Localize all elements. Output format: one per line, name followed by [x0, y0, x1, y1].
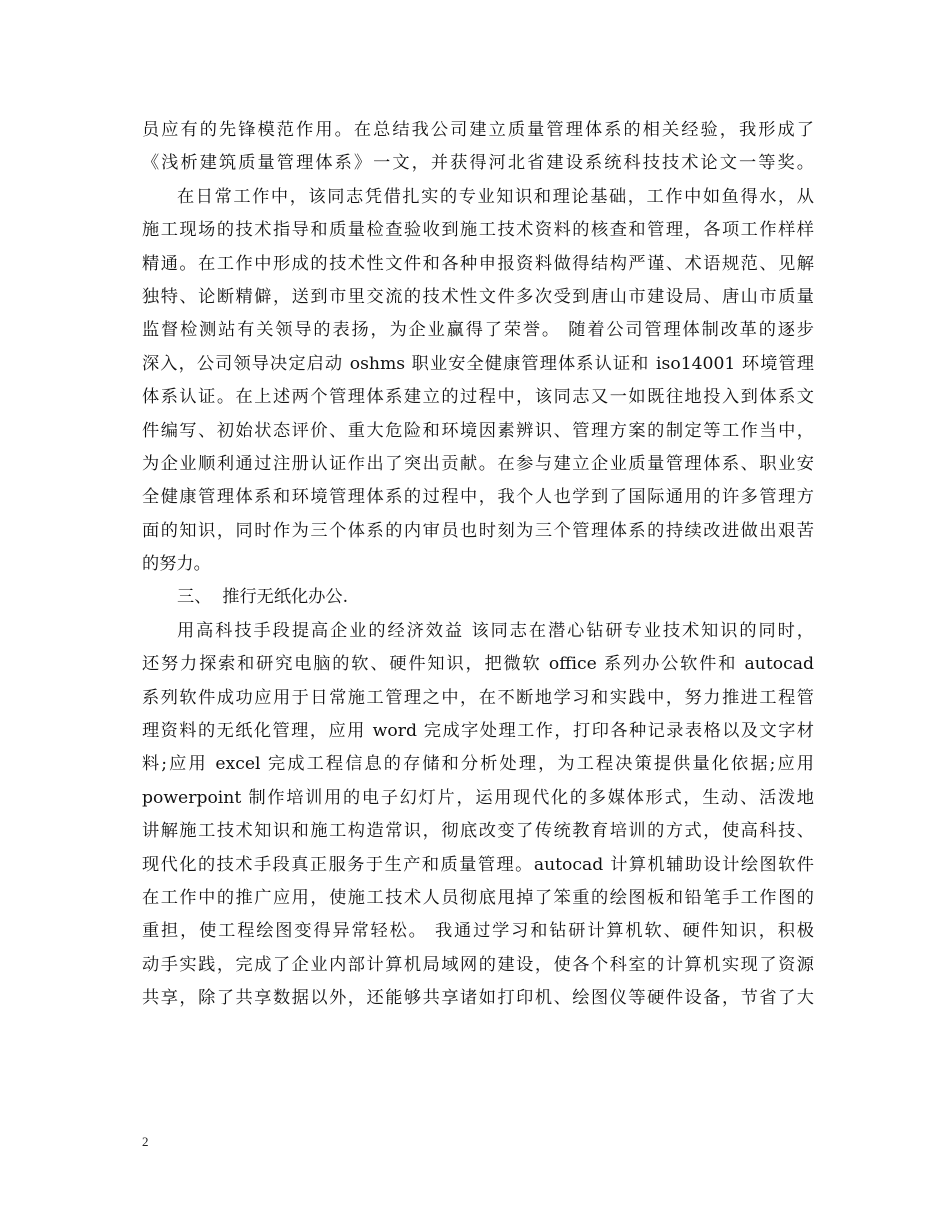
text-line: 全健康管理体系和环境管理体系的过程中，我个人也学到了国际通用的许多管理方 — [142, 487, 814, 508]
text-line: 件编写、初始状态评价、重大危险和环境因素辨识、管理方案的制定等工作当中， — [142, 420, 814, 441]
page-number: 2 — [142, 1134, 149, 1149]
text-line: powerpoint 制作培训用的电子幻灯片，运用现代化的多媒体形式，生动、活泼地 — [142, 787, 814, 808]
text-line: 在工作中的推广应用，使施工技术人员彻底甩掉了笨重的绘图板和铅笔手工作图的 — [142, 887, 814, 908]
text-line: 体系认证。在上述两个管理体系建立的过程中，该同志又一如既往地投入到体系文 — [142, 387, 814, 408]
text-line: 《浅析建筑质量管理体系》一文，并获得河北省建设系统科技技术论文一等奖。 — [142, 153, 814, 174]
body-text — [142, 114, 814, 1016]
text-line: 三、 推行无纸化办公. — [177, 587, 349, 608]
text-line: 精通。在工作中形成的技术性文件和各种申报资料做得结构严谨、术语规范、见解 — [142, 253, 814, 274]
text-line: 面的知识，同时作为三个体系的内审员也时刻为三个管理体系的持续改进做出艰苦 — [142, 520, 814, 541]
text-line: 系列软件成功应用于日常施工管理之中，在不断地学习和实践中，努力推进工程管 — [142, 687, 814, 708]
text-line: 员应有的先锋模范作用。在总结我公司建立质量管理体系的相关经验，我形成了 — [142, 120, 814, 140]
text-line: 还努力探索和研究电脑的软、硬件知识，把微软 office 系列办公软件和 autocad — [142, 654, 814, 675]
text-line: 施工现场的技术指导和质量检查验收到施工技术资料的核查和管理，各项工作样样 — [142, 220, 814, 241]
text-line: 讲解施工技术知识和施工构造常识，彻底改变了传统教育培训的方式，使高科技、 — [142, 821, 814, 842]
text-line: 深入，公司领导决定启动 oshms 职业安全健康管理体系认证和 iso14001 环境管理 — [142, 353, 814, 374]
text-line: 在日常工作中，该同志凭借扎实的专业知识和理论基础，工作中如鱼得水，从 — [177, 186, 814, 207]
text-line: 为企业顺利通过注册认证作出了突出贡献。在参与建立企业质量管理体系、职业安 — [142, 453, 814, 474]
text-line: 料;应用 excel 完成工程信息的存储和分析处理，为工程决策提供量化依据;应用 — [142, 754, 814, 775]
text-line: 现代化的技术手段真正服务于生产和质量管理。autocad 计算机辅助设计绘图软件 — [142, 854, 814, 875]
text-line: 独特、论断精僻，送到市里交流的技术性文件多次受到唐山市建设局、唐山市质量 — [142, 286, 814, 307]
text-line: 的努力。 — [142, 554, 211, 575]
text-line: 动手实践，完成了企业内部计算机局域网的建设，使各个科室的计算机实现了资源 — [142, 954, 814, 975]
text-line: 用高科技手段提高企业的经济效益 该同志在潜心钻研专业技术知识的同时， — [177, 620, 814, 641]
text-line: 共享，除了共享数据以外，还能够共享诸如打印机、绘图仪等硬件设备，节省了大 — [142, 988, 814, 1009]
text-line: 监督检测站有关领导的表扬，为企业赢得了荣誉。 随着公司管理体制改革的逐步 — [142, 320, 814, 341]
text-line: 重担，使工程绘图变得异常轻松。 我通过学习和钻研计算机软、硬件知识，积极 — [142, 921, 814, 942]
text-line: 理资料的无纸化管理，应用 word 完成字处理工作，打印各种记录表格以及文字材 — [142, 721, 814, 742]
